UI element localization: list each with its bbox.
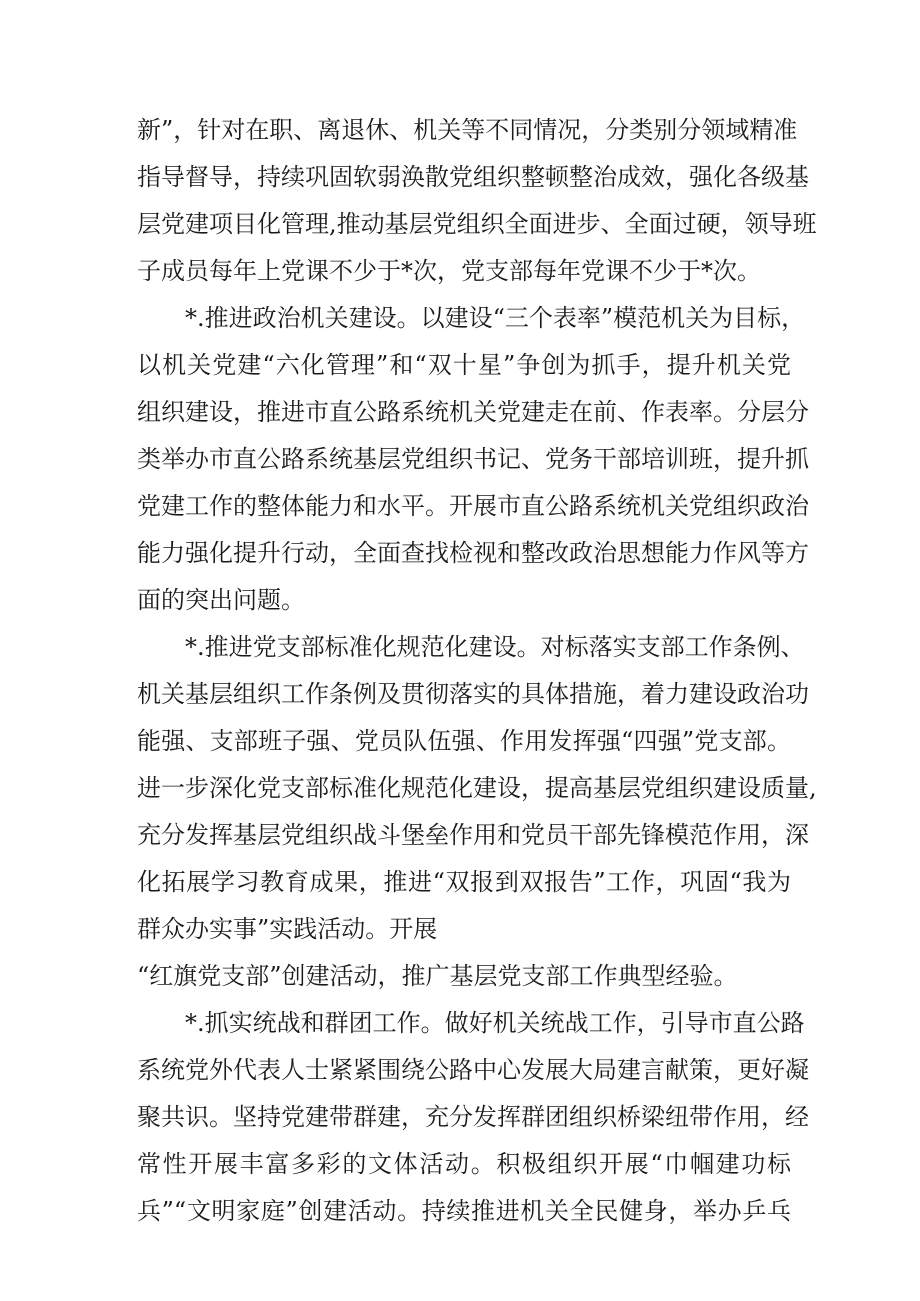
text-line: 组织建设，推进市直公路系统机关党建走在前、作表率。分层分: [137, 398, 809, 426]
text-line: 机关基层组织工作条例及贯彻落实的具体措施，着力建设政治功: [137, 680, 809, 708]
text-line: “红旗党支部”创建活动，推广基层党支部工作典型经验。: [137, 962, 738, 990]
text-line: 子成员每年上党课不少于*次，党支部每年党课不少于*次。: [137, 257, 761, 285]
text-line: 指导督导，持续巩固软弱涣散党组织整顿整治成效，强化各级基: [137, 163, 809, 191]
paragraph-heading-line: *.推进党支部标准化规范化建设。对标落实支部工作条例、: [185, 633, 805, 661]
text-line: 群众办实事”实践活动。开展: [137, 915, 438, 943]
text-line: 进一步深化党支部标准化规范化建设，提高基层党组织建设质量,: [137, 774, 817, 802]
paragraph-heading-line: *.推进政治机关建设。以建设“三个表率”模范机关为目标，: [185, 304, 806, 332]
text-line: 常性开展丰富多彩的文体活动。积极组织开展“巾帼建功标: [137, 1150, 791, 1178]
text-line: 类举办市直公路系统基层党组织书记、党务干部培训班，提升抓: [137, 445, 809, 473]
text-line: 能强、支部班子强、党员队伍强、作用发挥强“四强”党支部。: [137, 727, 791, 755]
text-line: 充分发挥基层党组织战斗堡垒作用和党员干部先锋模范作用，深: [137, 821, 809, 849]
text-line: 兵”“文明家庭”创建活动。持续推进机关全民健身，举办乒乓: [137, 1197, 791, 1225]
text-line: 党建工作的整体能力和水平。开展市直公路系统机关党组织政治: [137, 492, 809, 520]
text-line: 新”，针对在职、离退休、机关等不同情况，分类别分领域精准: [137, 116, 798, 144]
paragraph-heading-line: *.抓实统战和群团工作。做好机关统战工作，引导市直公路: [185, 1009, 805, 1037]
text-line: 能力强化提升行动，全面查找检视和整改政治思想能力作风等方: [137, 539, 809, 567]
text-line: 化拓展学习教育成果，推进“双报到双报告”工作，巩固“我为: [137, 868, 791, 896]
text-line: 面的突出问题。: [137, 586, 305, 614]
text-line: 系统党外代表人士紧紧围绕公路中心发展大局建言献策，更好凝: [137, 1056, 809, 1084]
text-line: 以机关党建“六化管理”和“双十星”争创为抓手，提升机关党: [137, 351, 791, 379]
text-line: 聚共识。坚持党建带群建，充分发挥群团组织桥梁纽带作用，经: [137, 1103, 809, 1131]
text-line: 层党建项目化管理,推动基层党组织全面进步、全面过硬，领导班: [137, 210, 817, 238]
